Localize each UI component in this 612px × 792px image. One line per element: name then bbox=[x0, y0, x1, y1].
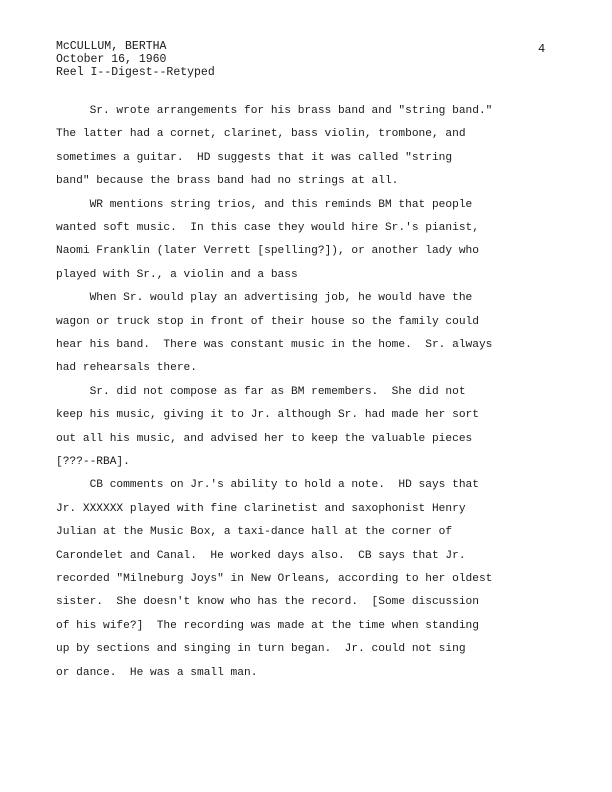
text-line: up by sections and singing in turn began. Jr. could not sing bbox=[56, 643, 466, 656]
text-line: band" because the brass band had no strings at all. bbox=[56, 175, 399, 188]
text-line: CB comments on Jr.'s ability to hold a note. HD says that bbox=[56, 479, 479, 492]
text-line: hear his band. There was constant music in the home. Sr. always bbox=[56, 339, 493, 351]
text-line: Jr. XXXXXX played with fine clarinetist and saxophonist Henry bbox=[56, 502, 466, 515]
text-line: or dance. He was a small man. bbox=[56, 666, 258, 679]
text-line: WR mentions string trios, and this reminds BM that people bbox=[56, 198, 473, 211]
document-header bbox=[56, 40, 215, 79]
text-line: Carondelet and Canal. He worked days also. CB says that Jr. bbox=[56, 549, 466, 562]
text-line: Naomi Franklin (later Verrett [spelling?]), or another lady who bbox=[56, 245, 479, 258]
text-line: sister. She doesn't know who has the record. [Some discussion bbox=[56, 596, 479, 609]
text-line: played with Sr., a violin and a bass bbox=[56, 268, 298, 281]
header-date: October 16, 1960 bbox=[56, 53, 167, 66]
text-line: [???--RBA]. bbox=[56, 456, 130, 468]
text-line: sometimes a guitar. HD suggests that it was called "string bbox=[56, 151, 453, 164]
text-line: out all his music, and advised her to keep the valuable pieces bbox=[56, 432, 473, 445]
text-line: Sr. wrote arrangements for his brass band and "string band." bbox=[56, 105, 493, 117]
page-number: 4 bbox=[538, 42, 546, 56]
header-reel: Reel I--Digest--Retyped bbox=[56, 66, 215, 79]
text-line: recorded "Milneburg Joys" in New Orleans, according to her oldest bbox=[56, 573, 493, 585]
text-line: When Sr. would play an advertising job, he would have the bbox=[56, 292, 473, 305]
text-line: Julian at the Music Box, a taxi-dance hall at the corner of bbox=[56, 526, 453, 539]
text-line: wagon or truck stop in front of their house so the family could bbox=[56, 315, 479, 328]
text-line: had rehearsals there. bbox=[56, 362, 197, 375]
text-line: wanted soft music. In this case they would hire Sr.'s pianist, bbox=[56, 222, 479, 234]
text-line: Sr. did not compose as far as BM remembers. She did not bbox=[56, 385, 466, 398]
text-line: The latter had a cornet, clarinet, bass violin, trombone, and bbox=[56, 128, 466, 141]
text-line: of his wife?] The recording was made at the time when standing bbox=[56, 619, 479, 632]
text-line: keep his music, giving it to Jr. although Sr. had made her sort bbox=[56, 409, 479, 422]
header-name: McCULLUM, BERTHA bbox=[56, 40, 167, 53]
